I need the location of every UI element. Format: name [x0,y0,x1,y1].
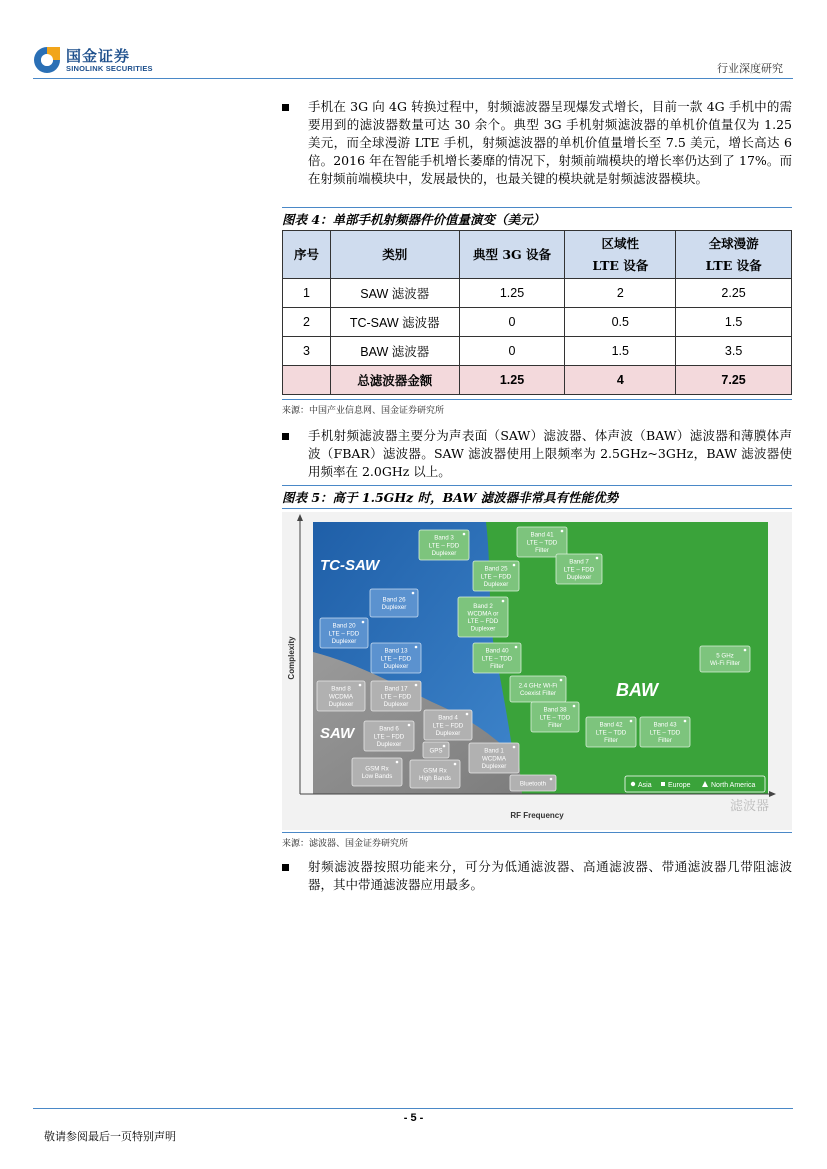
band-box [370,589,418,617]
band-label: Duplexer [383,700,409,708]
sinolink-logo-icon [33,46,61,74]
band-label: WCDMA [328,693,354,701]
paragraph-text: 手机在 3G 向 4G 转换过程中，射频滤波器呈现爆发式增长，目前一款 4G 手机中的需要用到的滤波器数量可达 30 余个。典型 3G 手机射频滤波器的单机价值量仅为 1.25 美元，而全球漫游 LTE 手机，射频滤波器的单机价值量增长至 7.5 美元，增长高达 6 倍。2016 年在智能手机增长萎靡的情况下，射频前端模块的增长率仍达到了 17%。而在射频前端模块中，发展最快的，也最关键的模块就是射频滤波器模块。 [308,99,792,186]
header-line: LTE 设备 [705,257,762,273]
paragraph-1 [282,98,792,188]
figure-5-title: 图表 5：高于 1.5GHz 时，BAW 滤波器非常具有性能优势 [282,485,792,509]
paragraph-2 [282,427,792,481]
band-label: LTE – TDD [649,729,681,737]
band-label: Band 4 [438,714,458,722]
band-label: LTE – FDD [428,542,460,550]
band-label: Band 25 [484,565,508,573]
region-marker-icon [408,724,411,727]
region-marker-icon [415,684,418,687]
band-label: Bluetooth [519,780,547,788]
bullet-icon [282,864,289,871]
band-box [640,717,690,747]
band-label: Duplexer [483,580,509,588]
band-label: GSM Rx [365,765,389,773]
band-label: Band 43 [653,721,677,729]
band-label: LTE – FDD [467,618,499,626]
band-label: Duplexer [381,604,407,612]
region-marker-icon [359,684,362,687]
band-label: Band 42 [599,721,623,729]
band-label: Duplexer [481,762,507,770]
table-cell: 2 [283,308,331,337]
band-label: Duplexer [328,700,354,708]
band-label: Duplexer [470,625,496,633]
figure-5-source: 来源：滤波器、国金证券研究所 [282,832,792,849]
band-label: LTE – FDD [563,566,595,574]
logo-text-en: SINOLINK SECURITIES [66,64,153,73]
band-box [473,561,519,591]
table-cell: 总滤波器金额 [330,366,459,395]
band-label: LTE – FDD [373,733,405,741]
band-label: Band 2 [473,602,493,610]
band-box [423,742,449,758]
region-marker-icon [466,713,469,716]
table-cell: 3 [283,337,331,366]
band-label: Band 38 [543,706,567,714]
region-marker-icon [396,761,399,764]
header-line: 全球漫游 [708,235,759,251]
region-label: BAW [616,680,658,700]
table-row [283,308,792,337]
table-cell: 0 [459,308,565,337]
band-label: Band 41 [530,531,554,539]
table-cell: 3.5 [676,337,792,366]
table-cell: 1.25 [459,366,565,395]
band-label: LTE – FDD [480,573,512,581]
band-label: Filter [604,736,618,744]
header-line: 区域性 [601,235,640,251]
header-category: 类别 [330,231,459,279]
region-marker-icon [513,746,516,749]
table-cell: 2.25 [676,279,792,308]
region-marker-icon [744,649,747,652]
band-label: Duplexer [376,740,402,748]
header-divider [33,78,793,79]
band-label: LTE – TDD [526,539,558,547]
band-box [419,530,469,560]
x-axis-arrow-icon [769,791,776,797]
header-index: 序号 [283,231,331,279]
region-marker-icon [454,763,457,766]
footer-disclaimer: 敬请参阅最后一页特别声明 [44,1130,176,1143]
asia-marker-icon [631,782,635,786]
band-box [556,554,602,584]
band-box [469,743,519,773]
header-regional-lte [565,231,676,279]
bullet-icon [282,104,289,111]
band-label: LTE – FDD [328,630,360,638]
page-header [0,0,827,80]
table-cell: 0.5 [565,308,676,337]
band-box [700,646,750,672]
y-axis-label: Complexity [287,636,296,680]
band-label: Filter [535,546,549,554]
band-box [371,681,421,711]
band-label: Band 8 [331,685,351,693]
band-label: Band 1 [484,747,504,755]
paragraph-text: 射频滤波器按照功能来分，可分为低通滤波器、高通滤波器、带通滤波器几带阻滤波器，其中带通滤波器应用最多。 [308,859,792,892]
band-box [352,758,402,786]
logo-text-cn: 国金证券 [66,47,131,65]
region-marker-icon [443,745,446,748]
table-row [283,337,792,366]
table-header-row [283,231,792,279]
band-label: WCDMA or [467,610,499,618]
band-box [586,717,636,747]
europe-marker-icon [661,782,665,786]
band-label: LTE – TDD [595,729,627,737]
band-label: Duplexer [566,573,592,581]
region-marker-icon [560,679,563,682]
figure-4-title: 图表 4：单部手机射频器件价值量演变（美元） [282,207,792,231]
band-label: Band 7 [569,558,589,566]
band-label: Coexist Filter [519,690,557,698]
region-marker-icon [684,720,687,723]
band-label: Duplexer [331,637,357,645]
band-label: Band 26 [382,596,406,604]
region-label: TC-SAW [320,557,380,574]
header-line: LTE 设备 [592,257,649,273]
legend-item: Asia [638,782,652,789]
region-marker-icon [515,646,518,649]
band-label: Low Bands [361,773,393,781]
watermark: 滤波器 [730,799,770,814]
band-label: Band 3 [434,534,454,542]
table-cell: 2 [565,279,676,308]
region-marker-icon [412,592,415,595]
band-label: High Bands [419,775,451,783]
region-label: SAW [320,725,355,742]
chart-svg [282,512,792,830]
band-label: LTE – FDD [432,722,464,730]
region-marker-icon [415,646,418,649]
header-3g: 典型 3G 设备 [459,231,565,279]
band-label: Wi-Fi Filter [710,660,740,668]
region-marker-icon [573,705,576,708]
paragraph-3 [282,858,792,894]
band-label: Duplexer [383,662,409,670]
report-type: 行业深度研究 [717,62,783,75]
band-box [410,760,460,788]
legend-item: Europe [668,782,691,789]
band-label: Band 13 [384,647,408,655]
band-label: 2.4 GHz Wi-Fi [518,682,558,690]
band-box [473,643,521,673]
band-label: 5 GHz [716,652,734,660]
region-marker-icon [596,557,599,560]
table-cell: 4 [565,366,676,395]
band-label: LTE – FDD [380,693,412,701]
band-label: Band 17 [384,685,408,693]
region-marker-icon [550,778,553,781]
band-box [364,721,414,751]
region-marker-icon [502,600,505,603]
filter-technology-chart [282,512,792,830]
region-marker-icon [561,530,564,533]
band-box [320,618,368,648]
band-box [424,710,472,740]
table-total-row [283,366,792,395]
region-marker-icon [463,533,466,536]
header-global-lte [676,231,792,279]
band-box [317,681,365,711]
table-cell: 0 [459,337,565,366]
table-cell: 1.25 [459,279,565,308]
table-cell: 1.5 [676,308,792,337]
bullet-icon [282,433,289,440]
band-label: Band 6 [379,725,399,733]
footer-divider [33,1108,793,1109]
band-box [371,643,421,673]
region-marker-icon [362,621,365,624]
band-label: Band 20 [332,622,356,630]
table-cell: BAW 滤波器 [330,337,459,366]
table-cell: 1 [283,279,331,308]
band-label: Band 40 [485,647,509,655]
region-marker-icon [513,564,516,567]
paragraph-text: 手机射频滤波器主要分为声表面（SAW）滤波器、体声波（BAW）滤波器和薄膜体声波（FBAR）滤波器。SAW 滤波器使用上限频率为 2.5GHz~3GHz，BAW 滤波器使用频率在 2.0GHz 以上。 [308,428,792,479]
band-label: LTE – TDD [481,655,513,663]
table-cell: SAW 滤波器 [330,279,459,308]
band-label: GPS [429,747,443,755]
value-table [282,230,792,395]
figure-4-source: 来源：中国产业信息网、国金证券研究所 [282,399,792,416]
band-label: WCDMA [481,755,507,763]
page-number: - 5 - [403,1112,424,1124]
band-box [531,702,579,732]
table-row [283,279,792,308]
table-cell: TC-SAW 滤波器 [330,308,459,337]
band-box [517,527,567,557]
table-cell: 1.5 [565,337,676,366]
table-cell [283,366,331,395]
band-label: GSM Rx [423,767,447,775]
band-label: Filter [548,721,562,729]
table-cell: 7.25 [676,366,792,395]
region-marker-icon [630,720,633,723]
band-label: LTE – FDD [380,655,412,663]
x-axis-label: RF Frequency [510,811,564,820]
band-label: LTE – TDD [539,714,571,722]
band-box [510,775,556,791]
band-label: Duplexer [431,549,457,557]
band-label: Filter [658,736,672,744]
y-axis-arrow-icon [297,514,303,521]
band-box [510,676,566,702]
band-label: Duplexer [435,729,461,737]
band-box [458,597,508,637]
legend-item: North America [711,782,756,789]
band-label: Filter [490,662,504,670]
